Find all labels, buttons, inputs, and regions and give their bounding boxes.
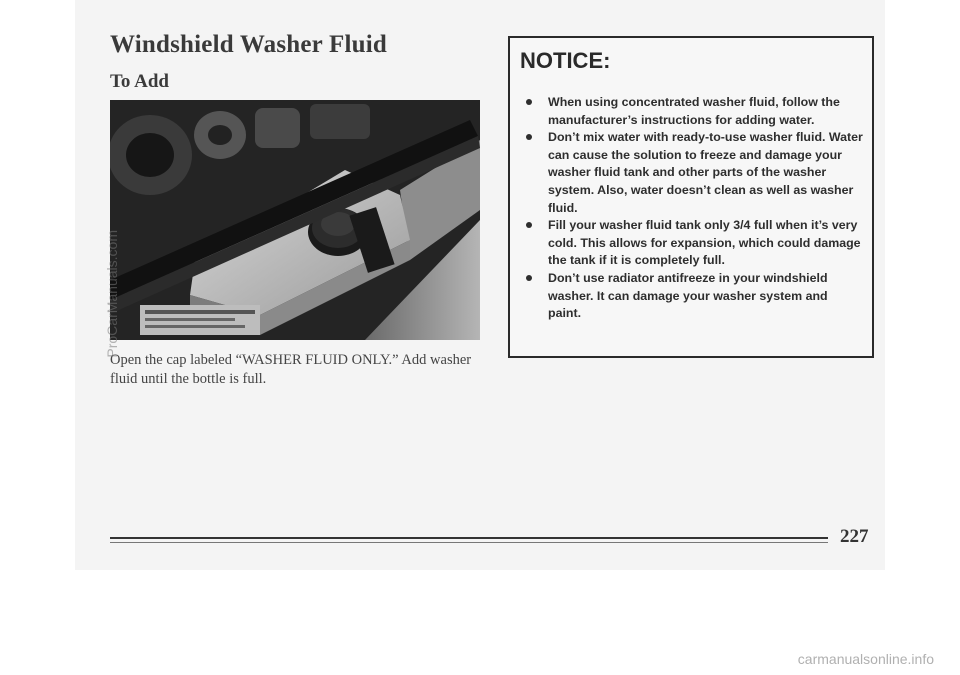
section-heading: Windshield Washer Fluid (110, 31, 387, 58)
notice-item (524, 217, 864, 270)
notice-item (524, 270, 864, 323)
footer-rule (110, 537, 828, 539)
notice-item-text: Don’t use radiator antifreeze in your windshield washer. It can damage your washer system and paint. (548, 270, 828, 321)
watermark: ProCarManuals.com (104, 230, 120, 358)
engine-bay-illustration (110, 100, 480, 340)
bullet-icon (526, 134, 532, 140)
notice-item-text: When using concentrated washer fluid, follow the manufacturer’s instructions for adding water. (548, 95, 840, 127)
notice-list (524, 94, 864, 323)
engine-bay-photo (110, 100, 480, 340)
notice-item-text: Fill your washer fluid tank only 3/4 full when it’s very cold. This allows for expansion, which could damage the tank if it is completely full. (548, 218, 861, 268)
bullet-icon (526, 99, 532, 105)
notice-item (524, 94, 864, 129)
bullet-icon (526, 275, 532, 281)
page-number: 227 (840, 526, 869, 547)
notice-title: NOTICE: (520, 48, 611, 73)
instruction-caption: Open the cap labeled “WASHER FLUID ONLY.” Add washer fluid until the bottle is full. (110, 352, 472, 387)
notice-item (524, 129, 864, 217)
section-subheading: To Add (110, 71, 169, 92)
footer-site-url[interactable]: carmanualsonline.info (797, 651, 934, 667)
notice-item-text: Don’t mix water with ready-to-use washer fluid. Water can cause the solution to freeze and damage your washer fluid tank and other parts of the washer system. Also, water doesn’t clean as well as washer fluid. (548, 130, 863, 215)
footer-rule-thin (110, 542, 828, 543)
bullet-icon (526, 222, 532, 228)
notice-box (508, 36, 874, 358)
